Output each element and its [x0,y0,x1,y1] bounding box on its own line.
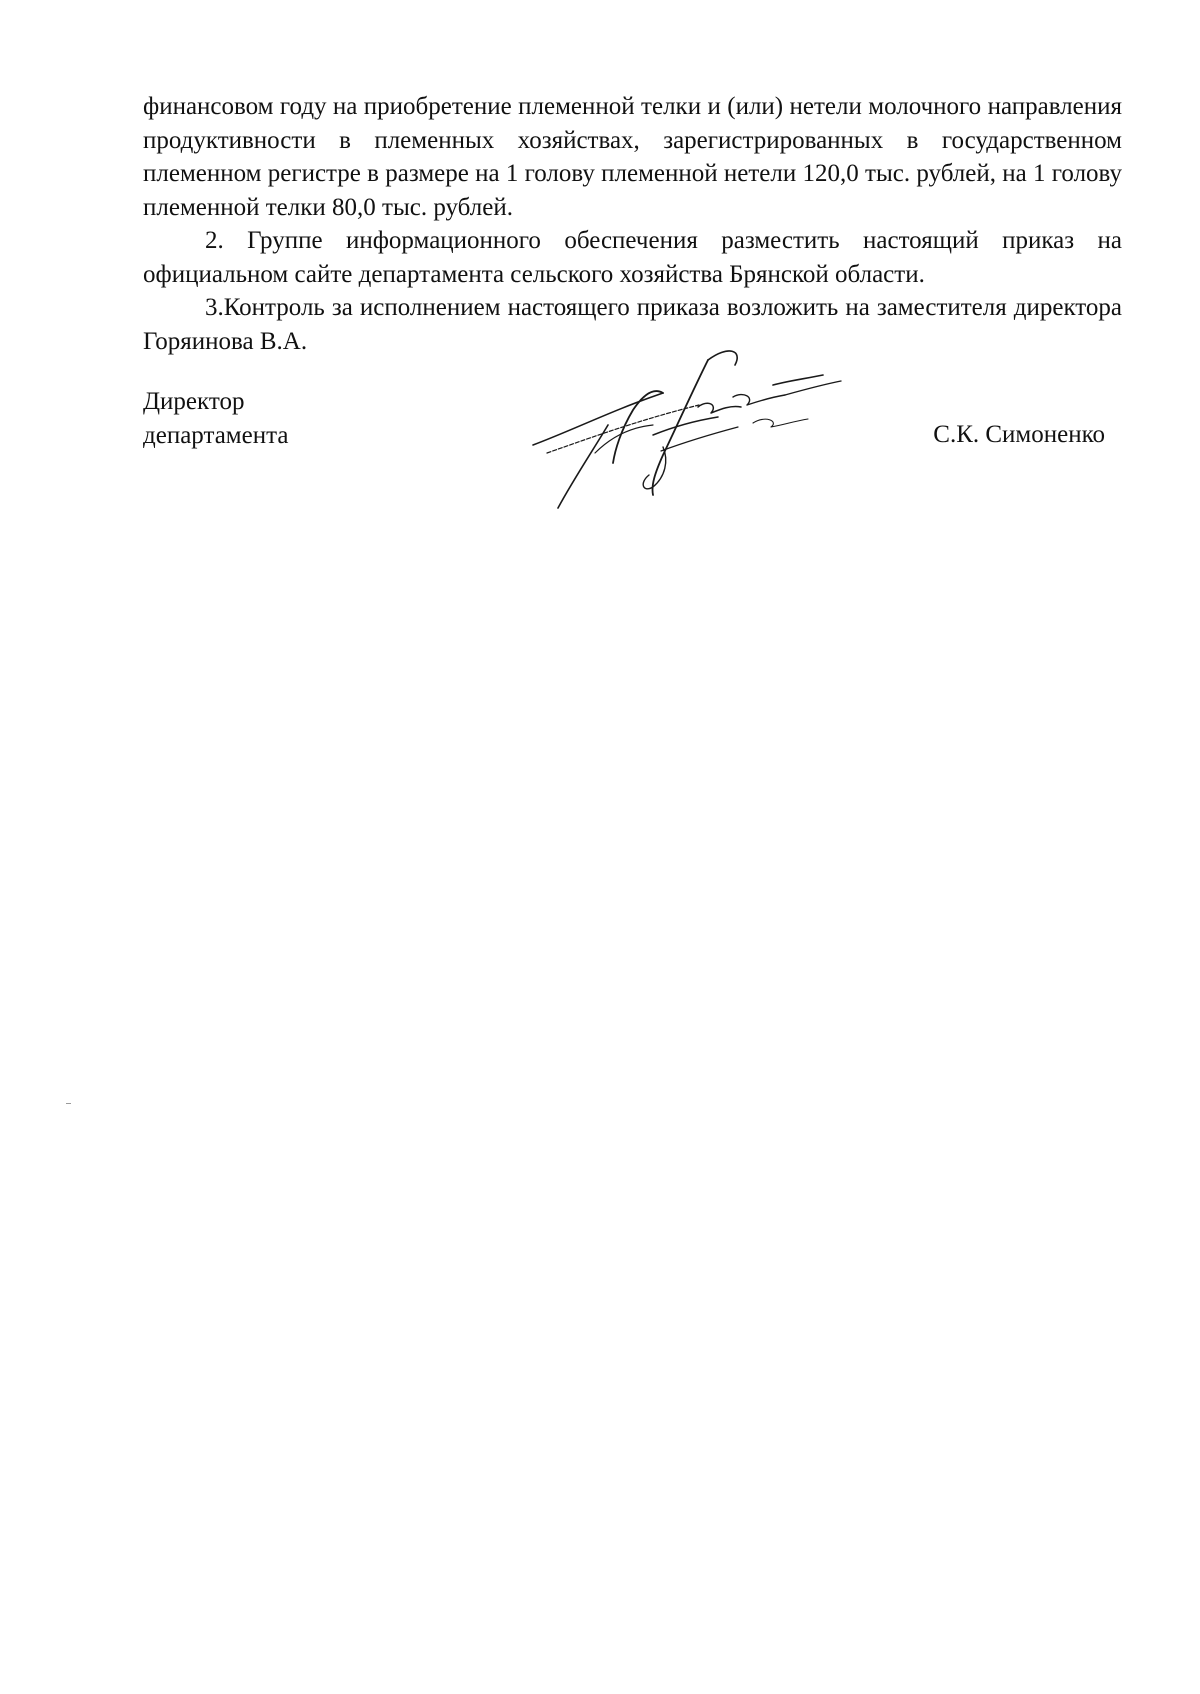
scan-artifact [66,1103,71,1104]
signatory-position [143,385,288,452]
paragraph-subsidy-continuation: финансовом году на приобретение племенной телки и (или) нетели молочного направления продуктивности в племенных хозяйствах, зарегистрированных в государственном племенном регистре в размере на 1 голову племенной нетели 120,0 тыс. рублей, на 1 голову племенной телки 80,0 тыс. рублей. [143,93,1122,221]
order-body-text [143,90,1122,358]
position-line-department: департамента [143,421,289,449]
handwritten-signature-icon [503,335,843,515]
position-line-director: Директор [143,388,245,415]
paragraph-item-2-publication: 2. Группе информационного обеспечения разместить настоящий приказ на официальном сайте департамента сельского хозяйства Брянской области. [143,227,1122,288]
signature-block [143,385,1122,525]
signatory-name: С.К. Симоненко [933,421,1105,448]
paragraph-item-3-control: 3.Контроль за исполнением настоящего приказа возложить на заместителя директора Горяинова В.А. [143,294,1122,355]
